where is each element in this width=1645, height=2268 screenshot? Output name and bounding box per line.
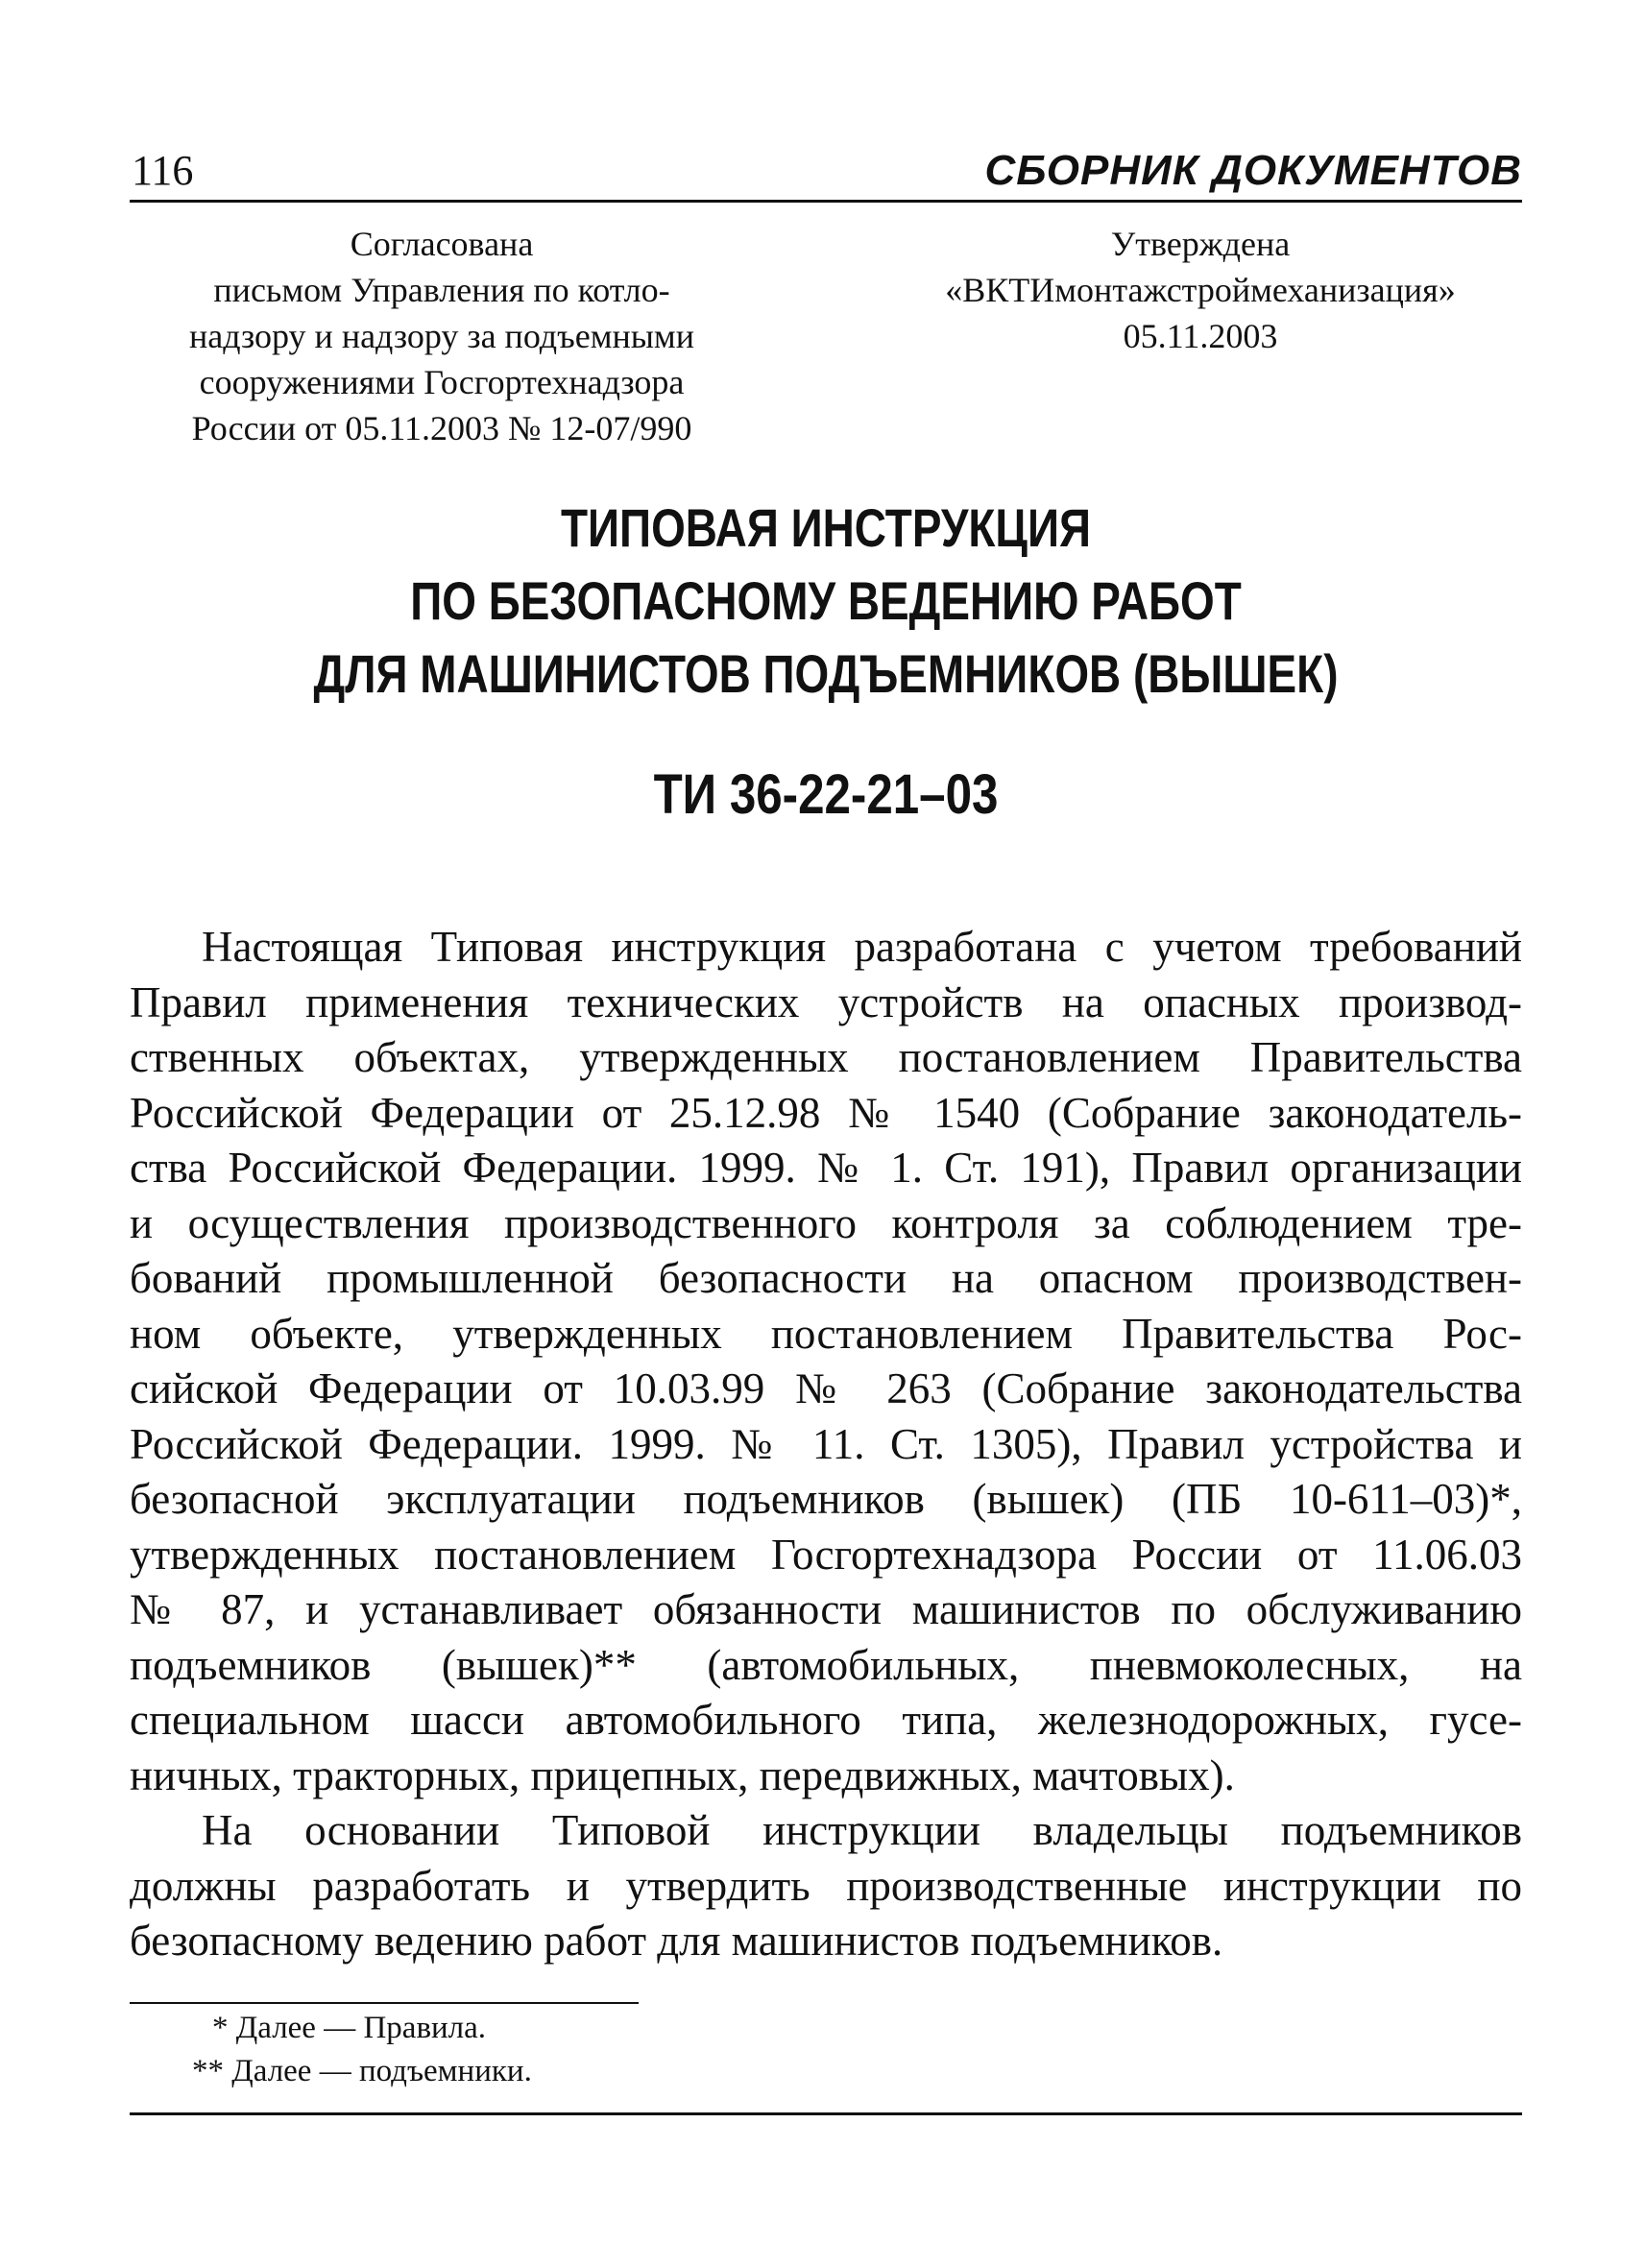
footnote-separator xyxy=(130,2002,639,2004)
paragraph-line: ничных, тракторных, прицепных, передвижных, мачтовых). xyxy=(130,1750,1235,1799)
document-title xyxy=(255,492,1397,711)
agreement-line: России от 05.11.2003 № 12-07/990 xyxy=(191,409,692,447)
paragraph-line: ства Российской Федерации. 1999. № 1. Ст. 191), Правил организации xyxy=(130,1144,1522,1192)
agreement-line: надзору и надзору за подъемными xyxy=(189,317,694,355)
approval-line: Утверждена xyxy=(1110,225,1291,263)
paragraph-line: Правил применения технических устройств на опасных производ- xyxy=(130,977,1522,1026)
page-header xyxy=(130,144,1522,203)
page-number: 116 xyxy=(132,147,194,194)
paragraph-line: № 87, и устанавливает обязанности машинистов по обслуживанию xyxy=(130,1585,1522,1633)
document-code: ТИ 36-22-21–03 xyxy=(653,763,999,826)
agreement-block xyxy=(134,221,749,451)
running-title: СБОРНИК ДОКУМЕНТОВ xyxy=(984,147,1522,194)
paragraph-line: подъемников (вышек)** (автомобильных, пневмоколесных, на xyxy=(130,1640,1522,1689)
footnotes xyxy=(192,2007,532,2093)
title-line: ДЛЯ МАШИНИСТОВ ПОДЪЕМНИКОВ (ВЫШЕК) xyxy=(313,643,1339,704)
footnote: ** Далее — подъемники. xyxy=(192,2054,532,2088)
body-text xyxy=(130,920,1522,1969)
approval-block xyxy=(874,221,1527,359)
paragraph-line: бований промышленной безопасности на опасном производствен- xyxy=(130,1254,1522,1302)
approval-line: 05.11.2003 xyxy=(1123,317,1278,355)
paragraph-line: Российской Федерации от 25.12.98 № 1540 (Собрание законодатель- xyxy=(130,1088,1522,1137)
footnote: * Далее — Правила. xyxy=(212,2011,487,2045)
paragraph-line: Российской Федерации. 1999. № 11. Ст. 1305), Правил устройства и xyxy=(130,1419,1522,1468)
bottom-rule xyxy=(130,2112,1522,2115)
paragraph-line: должны разработать и утвердить производственные инструкции по xyxy=(130,1861,1522,1910)
paragraph-line: сийской Федерации от 10.03.99 № 263 (Собрание законодательства xyxy=(130,1364,1522,1412)
agreement-line: сооружениями Госгортехнадзора xyxy=(199,363,685,401)
paragraph-line: безопасному ведению работ для машинистов подъемников. xyxy=(130,1917,1223,1965)
paragraph-line: утвержденных постановлением Госгортехнадзора России от 11.06.03 xyxy=(130,1530,1522,1579)
approval-line: «ВКТИмонтажстроймеханизация» xyxy=(945,271,1456,309)
paragraph-line: безопасной эксплуатации подъемников (вышек) (ПБ 10-611–03)*, xyxy=(130,1475,1522,1523)
agreement-line: Согласована xyxy=(350,225,534,263)
title-line: ПО БЕЗОПАСНОМУ ВЕДЕНИЮ РАБОТ xyxy=(410,570,1242,631)
title-line: ТИПОВАЯ ИНСТРУКЦИЯ xyxy=(561,497,1091,558)
paragraph-line: ственных объектах, утвержденных постановлением Правительства xyxy=(130,1033,1522,1081)
paragraph-line: На основании Типовой инструкции владельцы подъемников xyxy=(202,1806,1522,1854)
paragraph-line: ном объекте, утвержденных постановлением Правительства Рос- xyxy=(130,1309,1522,1358)
paragraph-line: Настоящая Типовая инструкция разработана с учетом требований xyxy=(202,923,1522,971)
agreement-line: письмом Управления по котло- xyxy=(213,271,670,309)
paragraph-line: и осуществления производственного контроля за соблюдением тре- xyxy=(130,1198,1522,1247)
paragraph-line: специальном шасси автомобильного типа, железнодорожных, гусе- xyxy=(130,1696,1522,1744)
